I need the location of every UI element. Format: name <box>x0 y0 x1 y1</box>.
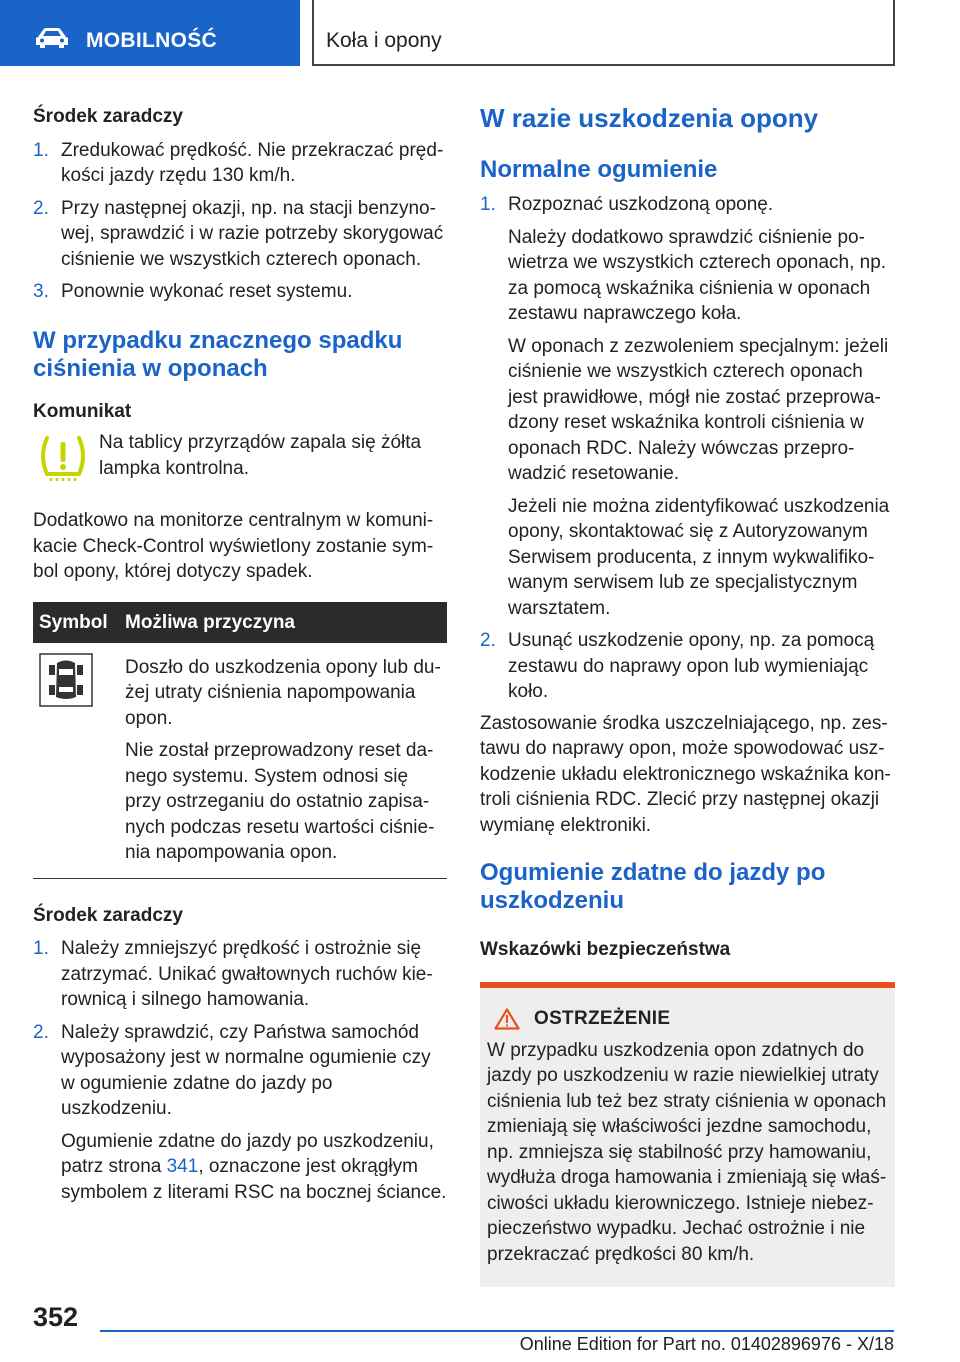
list-item <box>33 138 447 189</box>
section-title: MOBILNOŚĆ <box>86 29 218 52</box>
right-column <box>480 104 895 1287</box>
edition-info: Online Edition for Part no. 01402896976 - X/18 <box>519 1334 894 1354</box>
step-subtext <box>61 1129 447 1206</box>
page-number: 352 <box>33 1302 79 1332</box>
remedy-steps <box>33 936 447 1205</box>
remedy-heading: Środek zaradczy <box>33 106 183 127</box>
left-column <box>33 104 447 1205</box>
warning-box <box>480 982 895 1288</box>
step-text: Ponownie wykonać reset systemu. <box>61 281 353 302</box>
table-header-symbol: Symbol <box>33 602 119 643</box>
step-text: Zredukować prędkość. Nie przekraczać prędkości jazdy rzędu 130 km/h. <box>61 139 444 186</box>
step-number: 2. <box>33 197 49 219</box>
chapter-title: Koła i opony <box>326 29 442 52</box>
warning-text: W przypadku uszkodzenia opon zdatnych do jazdy po uszkodzeniu w razie niewielkiej utraty ciśnienia lub też bez straty ciśnienia w oponach zmieniają się właściwości jezdne samochodu, np. zmniejsza się stabilność przy hamowaniu, wydłuża droga hamowania i zmieniają się właściwości układu kierowniczego. Istnieje niebezpieczeństwo wypadku. Jechać ostrożnie i nie przekraczać prędkości 80 km/h. <box>487 1039 887 1265</box>
step-text: Należy zmniejszyć prędkość i ostrożnie się zatrzymać. Unikać gwałtownych ruchów kierownicą i silnego hamowania. <box>61 938 433 1010</box>
warning-triangle-icon <box>494 1008 520 1030</box>
subtext-part: , oznaczone jest okrągłym symbolem z literami RSC na bocznej ściance. <box>61 1156 447 1203</box>
safety-heading: Wskazówki bezpieczeństwa <box>480 939 731 960</box>
cause-text: Nie został przeprowadzony reset danego systemu. System odnosi się przy ostrzeganiu do ostatnio zapisanych podczas resetu wartości ciśnienia napompowania opon. <box>125 740 435 863</box>
message-row <box>33 430 447 496</box>
remedy-steps <box>33 138 447 305</box>
step-text: Należy sprawdzić, czy Państwa samochód wyposażony jest w normalne ogumienie czy w ogumienie zdatne do jazdy po uszkodzeniu. <box>61 1021 431 1119</box>
list-item <box>480 628 895 705</box>
step-number: 2. <box>33 1021 49 1043</box>
list-item <box>33 279 447 305</box>
header-section-tab[interactable] <box>0 0 300 66</box>
message-text: Na tablicy przyrządów zapala się żółta lampka kontrolna. <box>99 432 422 479</box>
step-subtext: Jeżeli nie można zidentyfikować uszkodzenia opony, skontaktować się z Autoryzowanym Serwisem producenta, z innym wykwalifikowanym serwisem lub ze specjalistycznym warsztatem. <box>508 495 890 619</box>
step-subtext: W oponach z zezwoleniem specjalnym: jeżeli ciśnienie we wszystkich czterech oponach jest prawidłowe, mógł nie zostać przeprowadzony reset wskaźnika kontroli ciśnienia w oponach RDC. Należy wówczas przeprowadzić resetowanie. <box>508 335 889 484</box>
chapter-header <box>312 0 895 66</box>
step-number: 1. <box>33 938 49 959</box>
step-number: 3. <box>33 281 49 302</box>
remedy-heading: Środek zaradczy <box>33 904 183 926</box>
step-text: Przy następnej okazji, np. na stacji benzynowej, sprawdzić i w razie potrzeby skorygować ciśnienie we wszystkich czterech oponach. <box>61 197 444 270</box>
table-header-row <box>33 602 447 643</box>
step-number: 2. <box>480 630 496 651</box>
warning-label: OSTRZEŻENIE <box>534 1007 671 1029</box>
message-heading: Komunikat <box>33 400 132 422</box>
symbol-table <box>33 602 447 879</box>
step-text: Usunąć uszkodzenie opony, np. za pomocą zestawu do naprawy opon lub wymieniając koło. <box>508 630 875 702</box>
section-heading: W przypadku znacznego spadku ciśnienia w oponach <box>33 326 403 382</box>
list-item <box>480 192 895 621</box>
cc-paragraph: Dodatkowo na monitorze centralnym w komunikacie Check-Control wyświetlony zostanie symbol opony, której dotyczy spadek. <box>33 510 434 582</box>
section-heading: W razie uszkodzenia opony <box>480 103 819 133</box>
page-link[interactable]: 341 <box>166 1156 199 1177</box>
tire-car-status-icon <box>39 653 93 707</box>
damage-steps <box>480 192 895 705</box>
symbol-cell <box>33 643 119 879</box>
subsection-heading: Ogumienie zdatne do jazdy po uszkodzeniu <box>480 859 826 914</box>
sealant-paragraph: Zastosowanie środka uszczelniającego, np. zestawu do naprawy opon, może spowodować uszkodzenie układu elektronicznego wskaźnika kontroli ciśnienia RDC. Zlecić przy następnej okazji wymianę elektroniki. <box>480 712 891 836</box>
table-row <box>33 643 447 879</box>
step-number: 1. <box>480 194 496 215</box>
tire-pressure-warning-icon <box>35 432 91 482</box>
subsection-heading: Normalne ogumienie <box>480 156 718 183</box>
footer-divider <box>100 1330 894 1332</box>
step-subtext: Należy dodatkowo sprawdzić ciśnienie powietrza we wszystkich czterech oponach, np. za pomocą wskaźnika ciśnienia w oponach zestawu naprawczego koła. <box>508 226 887 324</box>
car-icon <box>34 27 70 49</box>
cause-text: Doszło do uszkodzenia opony lub dużej utraty ciśnienia napompowania opon. <box>125 656 441 729</box>
step-text: Rozpoznać uszkodzoną oponę. <box>508 194 774 215</box>
list-item <box>33 1020 447 1206</box>
subtext-part: Ogumienie zdatne do jazdy po uszkodzeniu, patrz strona <box>61 1130 434 1177</box>
list-item <box>33 196 447 273</box>
cause-cell <box>119 643 447 879</box>
step-number: 1. <box>33 139 49 161</box>
list-item <box>33 936 447 1013</box>
table-header-cause: Możliwa przyczyna <box>119 602 447 643</box>
warning-title <box>494 1008 888 1030</box>
